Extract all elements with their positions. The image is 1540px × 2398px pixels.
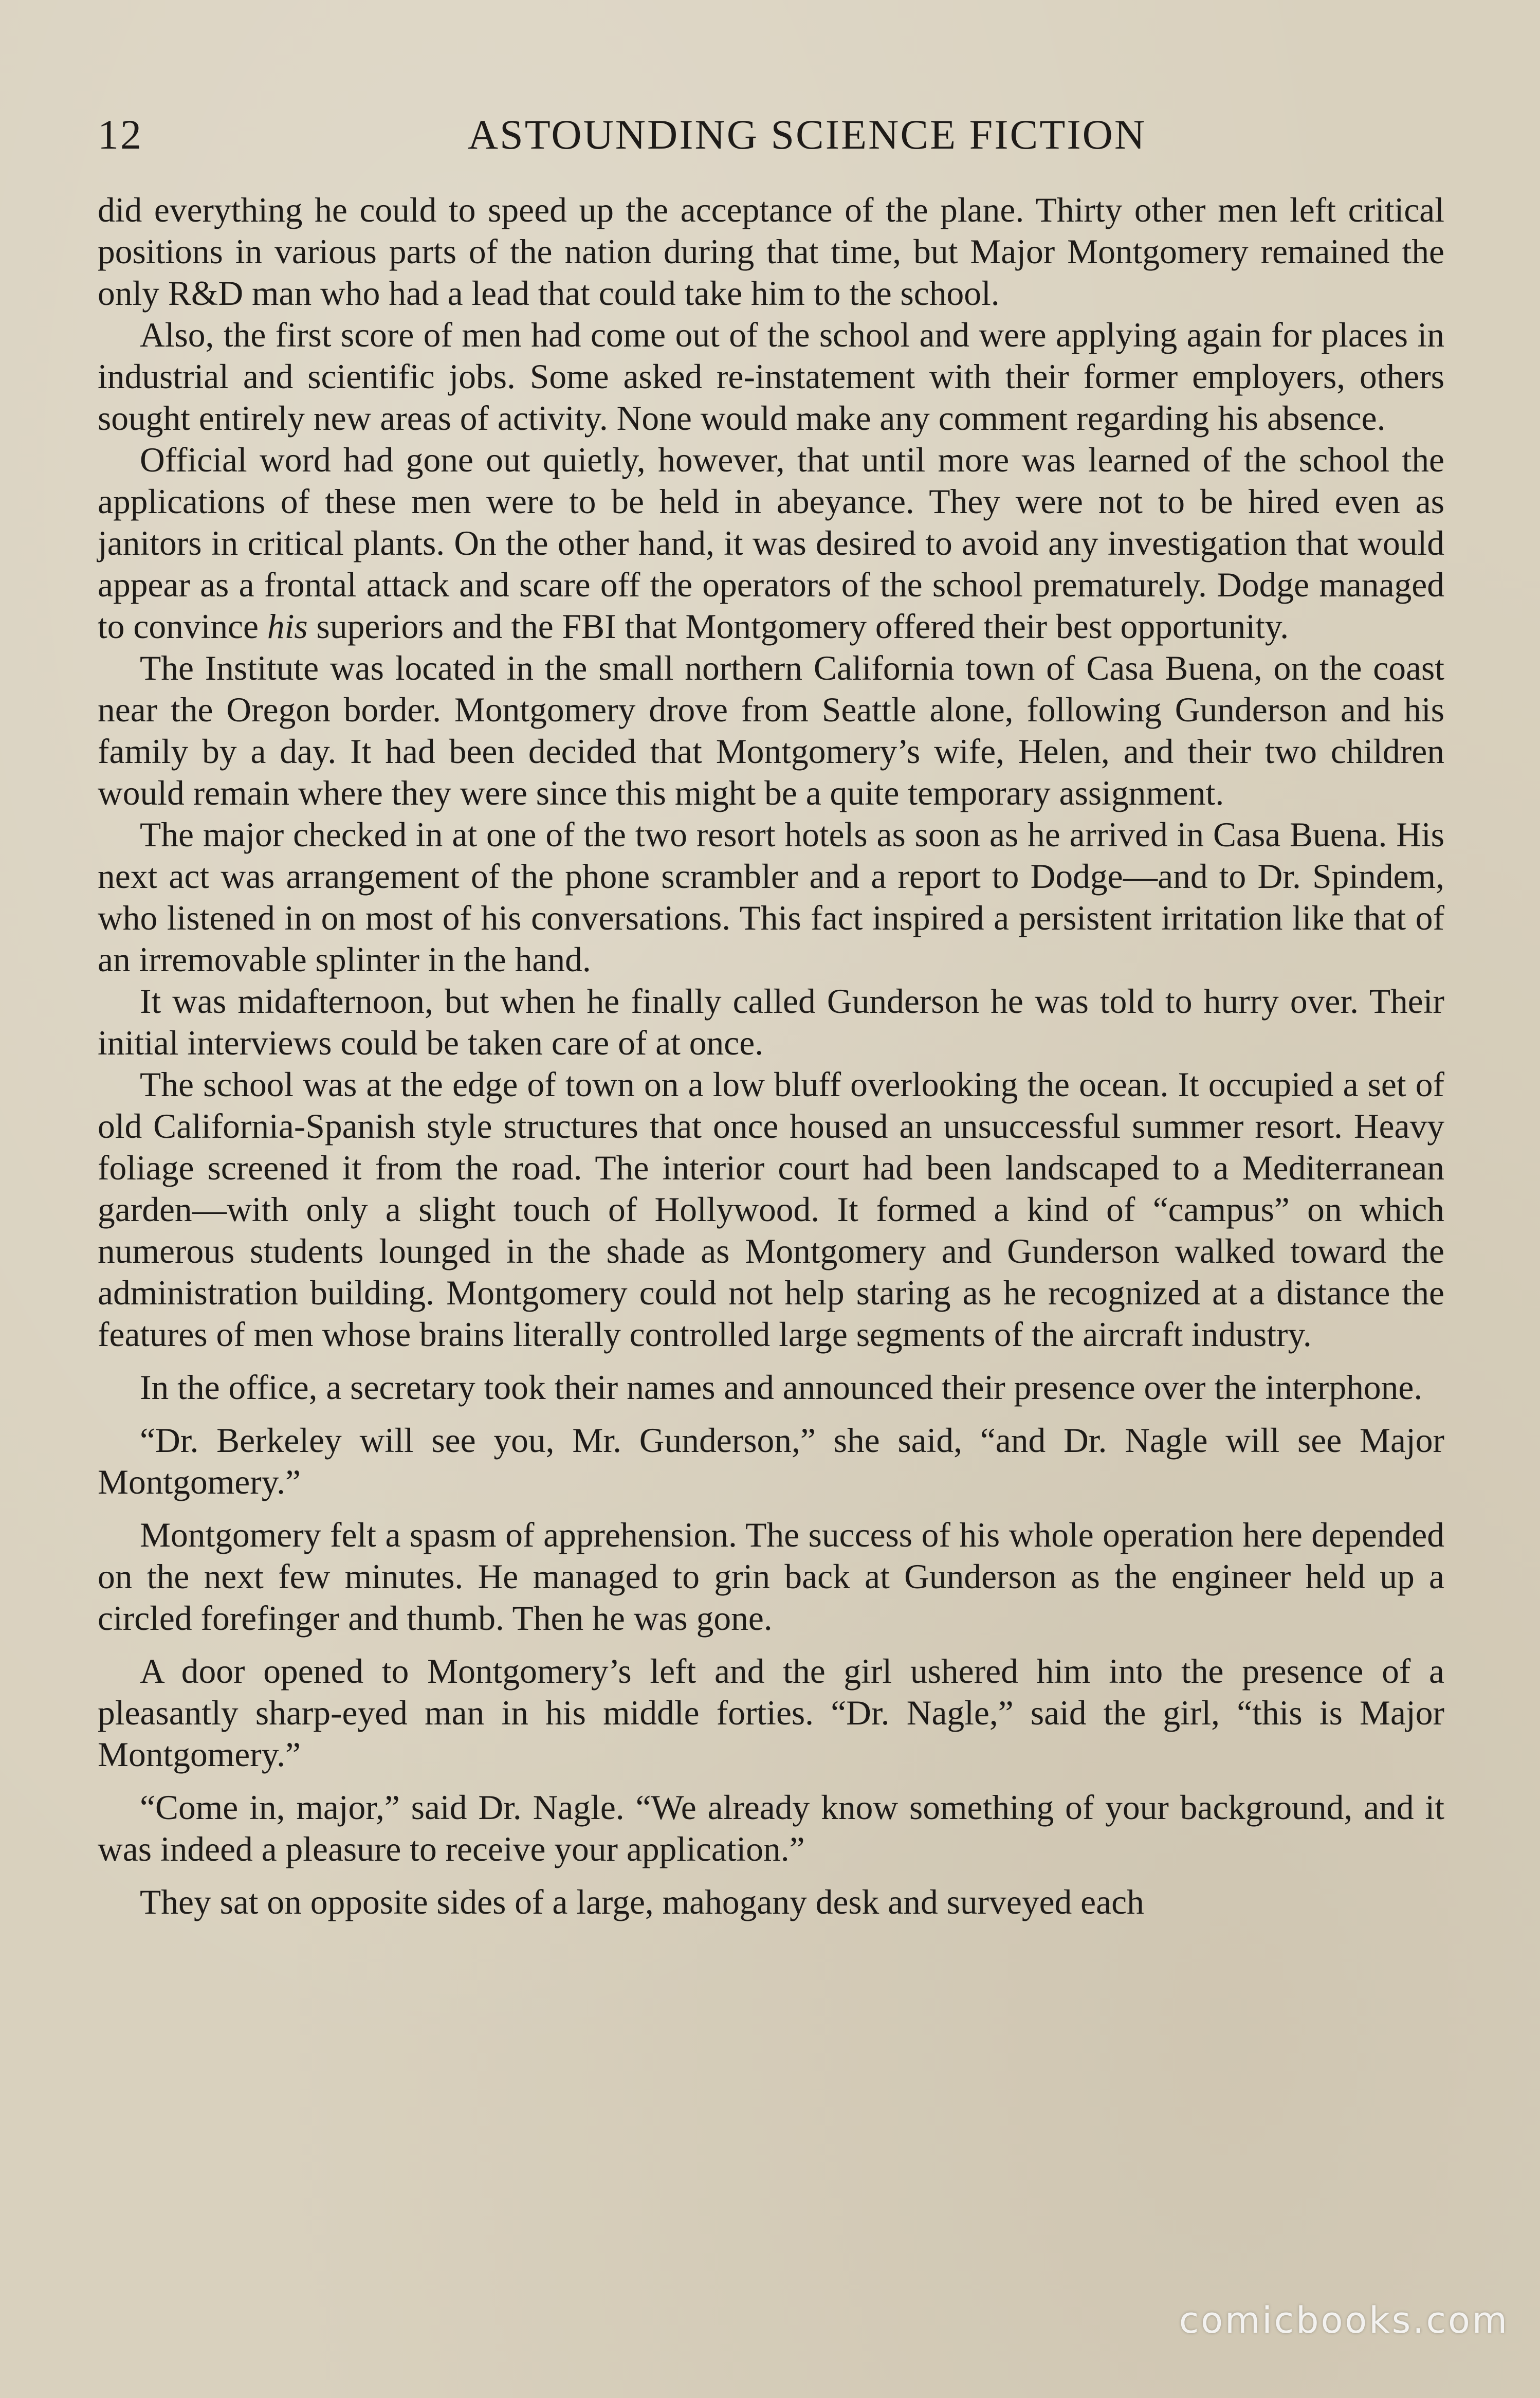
- paragraph: In the office, a secretary took their names and announced their presence over the interphone.: [140, 1368, 1423, 1407]
- paragraph: [98, 439, 1444, 647]
- paragraph: A door opened to Montgomery’s left and the girl ushered him into the presence of a pleasantly sharp-eyed man in his middle forties. “Dr. Nagle,” said the girl, “this is Major Montgomery.”: [98, 1652, 1444, 1774]
- paragraph: Montgomery felt a spasm of apprehension. The success of his whole operation here depended on the next few minutes. He managed to grin back at Gunderson as the engineer held up a circled forefinger and thumb. Then he was gone.: [98, 1516, 1444, 1638]
- paragraph: The major checked in at one of the two resort hotels as soon as he arrived in Casa Buena. His next act was arrangement of the phone scrambler and a report to Dodge—and to Dr. Spindem, who listened in on most of his conversations. This fact inspired a persistent irritation like that of an irremovable splinter in the hand.: [98, 815, 1444, 979]
- paragraph: “Come in, major,” said Dr. Nagle. “We already know something of your background, and it was indeed a pleasure to receive your application.”: [98, 1788, 1444, 1868]
- watermark-logo: comicbooks.com: [1179, 2299, 1509, 2341]
- paragraph: “Dr. Berkeley will see you, Mr. Gunderson,” she said, “and Dr. Nagle will see Major Montgomery.”: [98, 1421, 1444, 1501]
- paragraph: It was midafternoon, but when he finally called Gunderson he was told to hurry over. Their initial interviews could be taken care of at once.: [98, 982, 1444, 1062]
- emphasis-word: his: [267, 607, 308, 646]
- paragraph: The Institute was located in the small northern California town of Casa Buena, on the coast near the Oregon border. Montgomery drove from Seattle alone, following Gunderson and his family by a day. It had been decided that Montgomery’s wife, Helen, and their two children would remain where they were since this might be a quite temporary assignment.: [98, 649, 1444, 812]
- paragraph: They sat on opposite sides of a large, mahogany desk and surveyed each: [140, 1883, 1144, 1921]
- paragraph: did everything he could to speed up the acceptance of the plane. Thirty other men left critical positions in various parts of the nation during that time, but Major Montgomery remained the only R&D man who had a lead that could take him to the school.: [98, 191, 1444, 313]
- body-text: [98, 189, 1444, 1923]
- paragraph: Also, the first score of men had come out of the school and were applying again for places in industrial and scientific jobs. Some asked re-instatement with their former employers, others sought entirely new areas of activity. None would make any comment regarding his absence.: [98, 316, 1444, 438]
- paragraph-text: superiors and the FBI that Montgomery offered their best opportunity.: [316, 607, 1289, 646]
- page-number: 12: [98, 111, 143, 158]
- paragraph: The school was at the edge of town on a low bluff overlooking the ocean. It occupied a set of old California-Spanish style structures that once housed an unsuccessful summer resort. Heavy foliage screened it from the road. The interior court had been landscaped to a Mediterranean garden—with only a slight touch of Hollywood. It formed a kind of “campus” on which numerous students lounged in the shade as Montgomery and Gunderson walked toward the administration building. Montgomery could not help staring as he recognized at a distance the features of men whose brains literally controlled large segments of the aircraft industry.: [98, 1065, 1444, 1354]
- page-header: [98, 111, 1444, 167]
- paragraph-text: Official word had gone out quietly, however, that until more was learned of the school the applications of these men were to be held in abeyance. They were not to be hired even as janitors in critical plants. On the other hand, it was desired to avoid any investigation that would appear as a frontal attack and scare off the operators of the school prematurely. Dodge managed to convince: [98, 441, 1444, 646]
- running-title: ASTOUNDING SCIENCE FICTION: [467, 111, 1147, 158]
